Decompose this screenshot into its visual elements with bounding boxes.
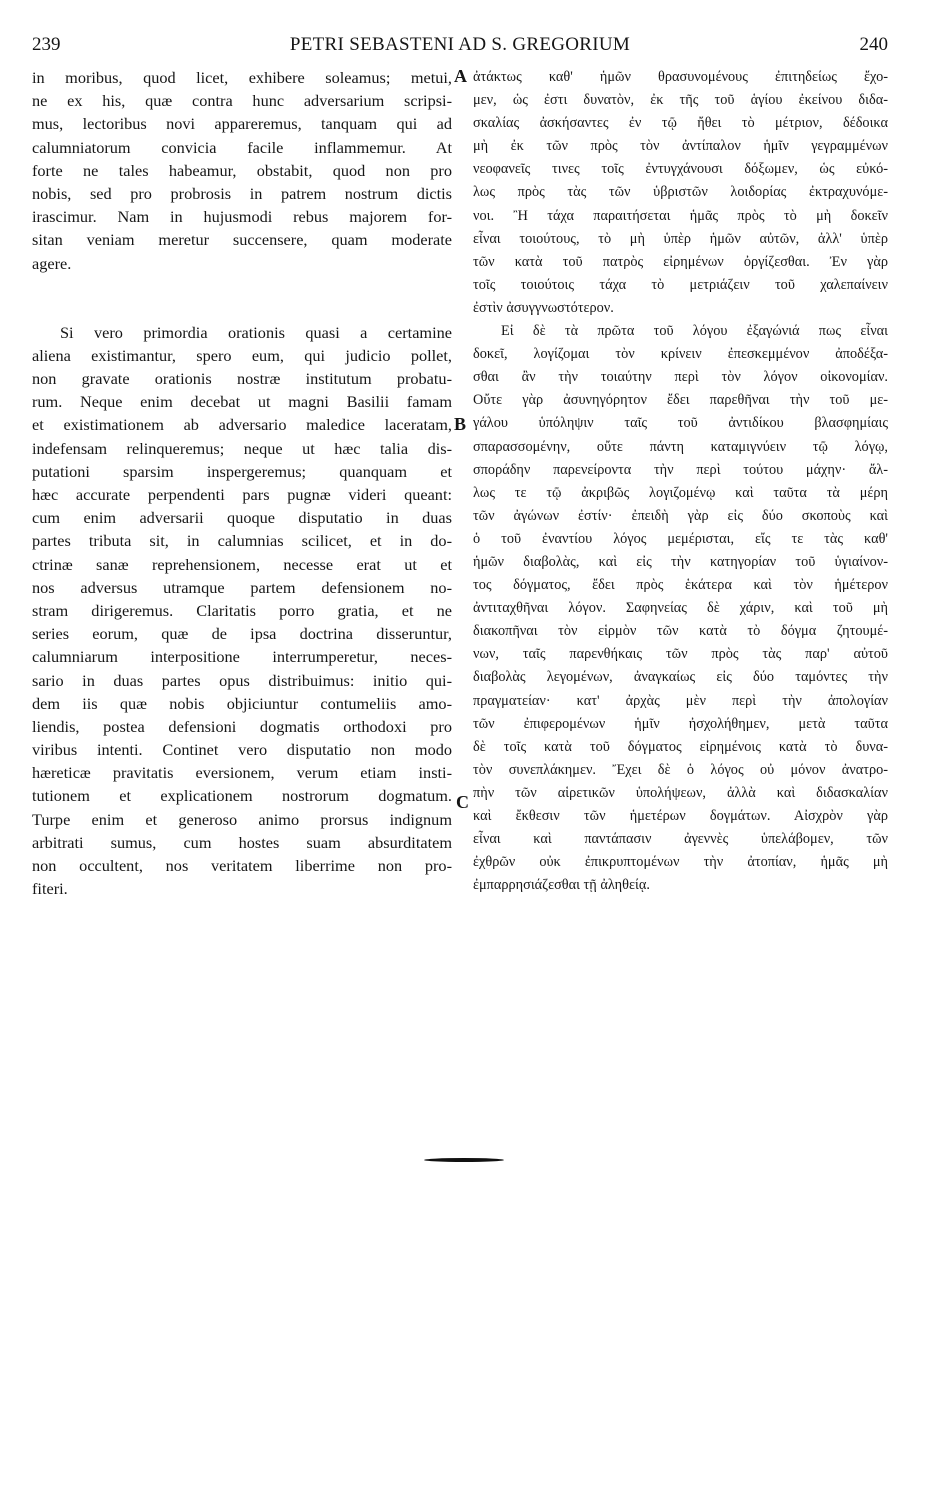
text-line: μὴ ἐκ τῶν πρὸς τὸν ἀντίπαλον ἡμῖν γεγραμμένων [473, 138, 888, 155]
text-line: τῶν ἀγώνων ἐστίν· ἐπειδὴ γὰρ εἰς δύο σκοποὺς καὶ [473, 507, 888, 524]
text-line: εἶναι τοιούτους, τὸ μὴ ὑπὲρ ἡμῶν αὐτῶν, ἀλλ' ὑπὲρ [473, 230, 888, 247]
text-line: nobis, sed pro probrosis in patrem nostrum dictis [32, 183, 452, 203]
text-line: τῶν ἐπιφερομένων ἡμῖν ἠσχολήθημεν, μετὰ ταῦτα [473, 715, 888, 732]
text-line: sitan veniam meretur succensere, quam moderate [32, 230, 452, 250]
text-line: sario in duas partes opus distribuimus: initio qui- [32, 670, 452, 690]
text-line: μεν, ὡς ἐστι δυνατὸν, ἐκ τῆς τοῦ ἁγίου ἐκείνου διδα- [473, 92, 888, 109]
text-line: non gravate orationis nostræ institutum probatu- [32, 369, 452, 389]
text-line: Si vero primordia orationis quasi a certamine [60, 322, 452, 342]
text-line: νεοφανεῖς τινες τοῖς ἐντυγχάνουσι δόξωμεν, ὡς εὐκό- [473, 161, 888, 178]
text-line: in moribus, quod licet, exhibere soleamus; metui, [32, 68, 452, 87]
greek-column [473, 66, 888, 897]
text-line: πὴν τῶν αἱρετικῶν ὑπολήψεων, ἀλλὰ καὶ διδασκαλίαν [473, 784, 888, 801]
latin-paragraph-1 [32, 66, 452, 275]
text-line: τος δόγματος, ἔδει πρὸς ἑκάτερα καὶ τὸν ἡμέτερον [473, 577, 888, 594]
text-line: σθαι ἂν τὴν τοιαύτην περὶ τὸν λόγον οἰκονομίαν. [473, 369, 888, 386]
latin-column [32, 66, 452, 900]
text-line: forte ne tales habeamur, obstabit, quod non pro [32, 160, 452, 180]
text-line: stram dirigeremus. Claritatis porro gratia, et ne [32, 600, 452, 620]
text-line: ὁ τοῦ ἐναντίου λόγος μεμέρισται, εἴς τε τὰς καθ' [473, 530, 888, 547]
end-ornament-rule [424, 1158, 504, 1162]
text-line: calumniatorum convicia facile inflammemur. At [32, 137, 452, 157]
text-line: νοι. Ἢ τάχα παραιτήσεται ἡμᾶς πρὸς τὸ μὴ δοκεῖν [473, 207, 888, 224]
text-line: σκαλίας ἀσκήσαντες ἐν τῷ ἤθει τὸ μέτριον, δέδοικα [473, 115, 888, 132]
margin-marker-a: A [454, 66, 467, 86]
text-line: τοῖς τοιούτοις τάχα τὸ μετριάζειν τοῦ χαλεπαίνειν [473, 276, 888, 293]
text-line: series eorum, quæ de ipsa doctrina disseruntur, [32, 624, 452, 644]
text-line: λως τε τῷ ἀκριβῶς λογιζομένῳ καὶ ταῦτα τὰ μέρη [473, 484, 888, 501]
text-line: hæreticæ pravitatis eversionem, verum etiam insti- [32, 763, 452, 783]
text-line: ne ex his, quæ contra hunc adversarium scripsi- [32, 91, 452, 111]
text-line: σποράδην παρενείροντα τὴν περὶ τούτου μάχην· ἄλ- [473, 461, 888, 478]
text-line: partes tributa sit, in calumnias scilicet, et in do- [32, 531, 452, 551]
text-line: εἶναι καὶ παντάπασιν ἀγεννὲς ὑπελάβομεν, τῶν [473, 831, 888, 848]
running-title: PETRI SEBASTENI AD S. GREGORIUM [289, 34, 631, 55]
text-line: νων, ταῖς παρενθήκαις τῶν πρὸς τὰς παρ' αὐτοῦ [473, 646, 888, 663]
text-line: fiteri. [32, 879, 68, 899]
text-line: γάλου ὑπόληψιν ταῖς τοῦ ἀντιδίκου βλασφημίαις [473, 415, 888, 432]
text-line: cum enim adversarii quoque disputatio in duas [32, 508, 452, 528]
text-line: διαβολὰς λεγομένων, ἀναγκαίως εἰς δύο ταμόντες τὴν [473, 669, 888, 686]
text-line: liendis, postea defensioni dogmatis orthodoxi pro [32, 716, 452, 736]
text-line: λως πρὸς τὰς τῶν ὑβριστῶν λοιδορίας ἐκτραχυνόμε- [473, 184, 888, 201]
text-line: aliena existimantur, spero eum, qui judicio pollet, [32, 345, 452, 365]
text-line: rum. Neque enim decebat ut magni Basilii famam [32, 392, 452, 412]
text-line: dem iis quæ nobis objiciuntur contumeliis amo- [32, 693, 452, 713]
text-line: ἐχθρῶν οὐκ ἐπικρυπτομένων τὴν ἀτοπίαν, ἡμᾶς μὴ [473, 854, 888, 871]
text-line: ἡμῶν διαβολὰς, καὶ εἰς τὴν κατηγορίαν τοῦ ὑγιαίνον- [473, 553, 888, 570]
text-line: πραγματείαν· κατ' ἀρχὰς μὲν περὶ τὴν ἀπολογίαν [473, 692, 888, 709]
text-line: ctrinæ sanæ reprehensionem, necesse erat ut et [32, 554, 452, 574]
greek-paragraph-2 [473, 320, 888, 897]
text-line: indefensam relinqueremus; neque ut hæc talia dis- [32, 438, 452, 458]
page-header [32, 30, 888, 60]
margin-marker-b: B [454, 414, 467, 434]
text-line: ἀντιταχθῆναι λόγον. Σαφηνείας δὲ χάριν, καὶ τοῦ μὴ [473, 600, 888, 617]
text-line: putationi sparsim inspergeremus; quanquam et [32, 461, 452, 481]
text-line: irascimur. Nam in hujusmodi rebus majorem for- [32, 207, 452, 227]
text-line: ἀτάκτως καθ' ἡμῶν θρασυνομένους ἐπιτηδείως ἔχο- [473, 69, 888, 85]
text-line: δοκεῖ, λογίζομαι τὸν κρίνειν ἐπεσκεμμένον ἀποδέξα- [473, 346, 888, 363]
text-line: arbitrati sumus, cum hostes suam absurditatem [32, 832, 452, 852]
text-line: calumniarum interpositione interrumperetur, neces- [32, 647, 452, 667]
latin-paragraph-2 [32, 321, 452, 901]
text-line: Εἰ δὲ τὰ πρῶτα τοῦ λόγου ἐξαγώνιά πως εἶναι [501, 323, 888, 340]
text-line: agere. [32, 253, 72, 273]
text-line: τῶν κατὰ τοῦ πατρὸς εἰρημένων ὀργίζεσθαι. Ἐν γὰρ [473, 253, 888, 270]
text-line: ἐστὶν ἀσυγγνωστότερον. [473, 299, 614, 316]
text-line: τὸν συνεπλάκημεν. Ἔχει δὲ ὁ λόγος οὐ μόνον ἀνατρο- [473, 761, 888, 778]
text-line: σπαρασσομένην, οὔτε πάντη καταμιγνύειν τῷ λόγῳ, [473, 438, 888, 455]
text-line: non occultent, nos veritatem liberrime non pro- [32, 856, 452, 875]
text-line: et existimationem ab adversario maledice laceratam, [32, 415, 452, 435]
page-number-right: 240 [859, 34, 888, 55]
page-number-left: 239 [32, 34, 61, 55]
margin-marker-c: C [456, 792, 469, 812]
text-line: διακοπῆναι τὸν εἱρμὸν τῶν κατὰ τὸ δόγμα ζητουμέ- [473, 623, 888, 640]
paragraph-gap [32, 275, 452, 321]
text-line: ἐμπαρρησιάζεσθαι τῇ ἀληθείᾳ. [473, 877, 650, 894]
text-line: hæc accurate perpendenti pars pugnæ videri queant: [32, 485, 452, 504]
text-line: viribus intenti. Continet vero disputatio non modo [32, 740, 452, 760]
text-line: καὶ ἔκθεσιν τῶν ἡμετέρων δογμάτων. Αἰσχρὸν γὰρ [473, 808, 888, 824]
text-line: nos adversus utramque partem defensionem no- [32, 577, 452, 597]
text-line: Οὔτε γὰρ ἀσυνηγόρητον ἔδει παρεθῆναι τὴν τοῦ με- [473, 392, 888, 409]
text-line: Turpe enim et generoso animo prorsus indignum [32, 809, 452, 829]
greek-paragraph-1 [473, 66, 888, 320]
text-line: tutionem et explicationem nostrorum dogmatum. [32, 786, 452, 806]
text-line: mus, lectoribus novi appareremus, tanquam qui ad [32, 114, 452, 134]
text-line: δὲ τοῖς κατὰ τοῦ δόγματος εἰρημένοις κατὰ τὸ δυνα- [473, 738, 888, 755]
